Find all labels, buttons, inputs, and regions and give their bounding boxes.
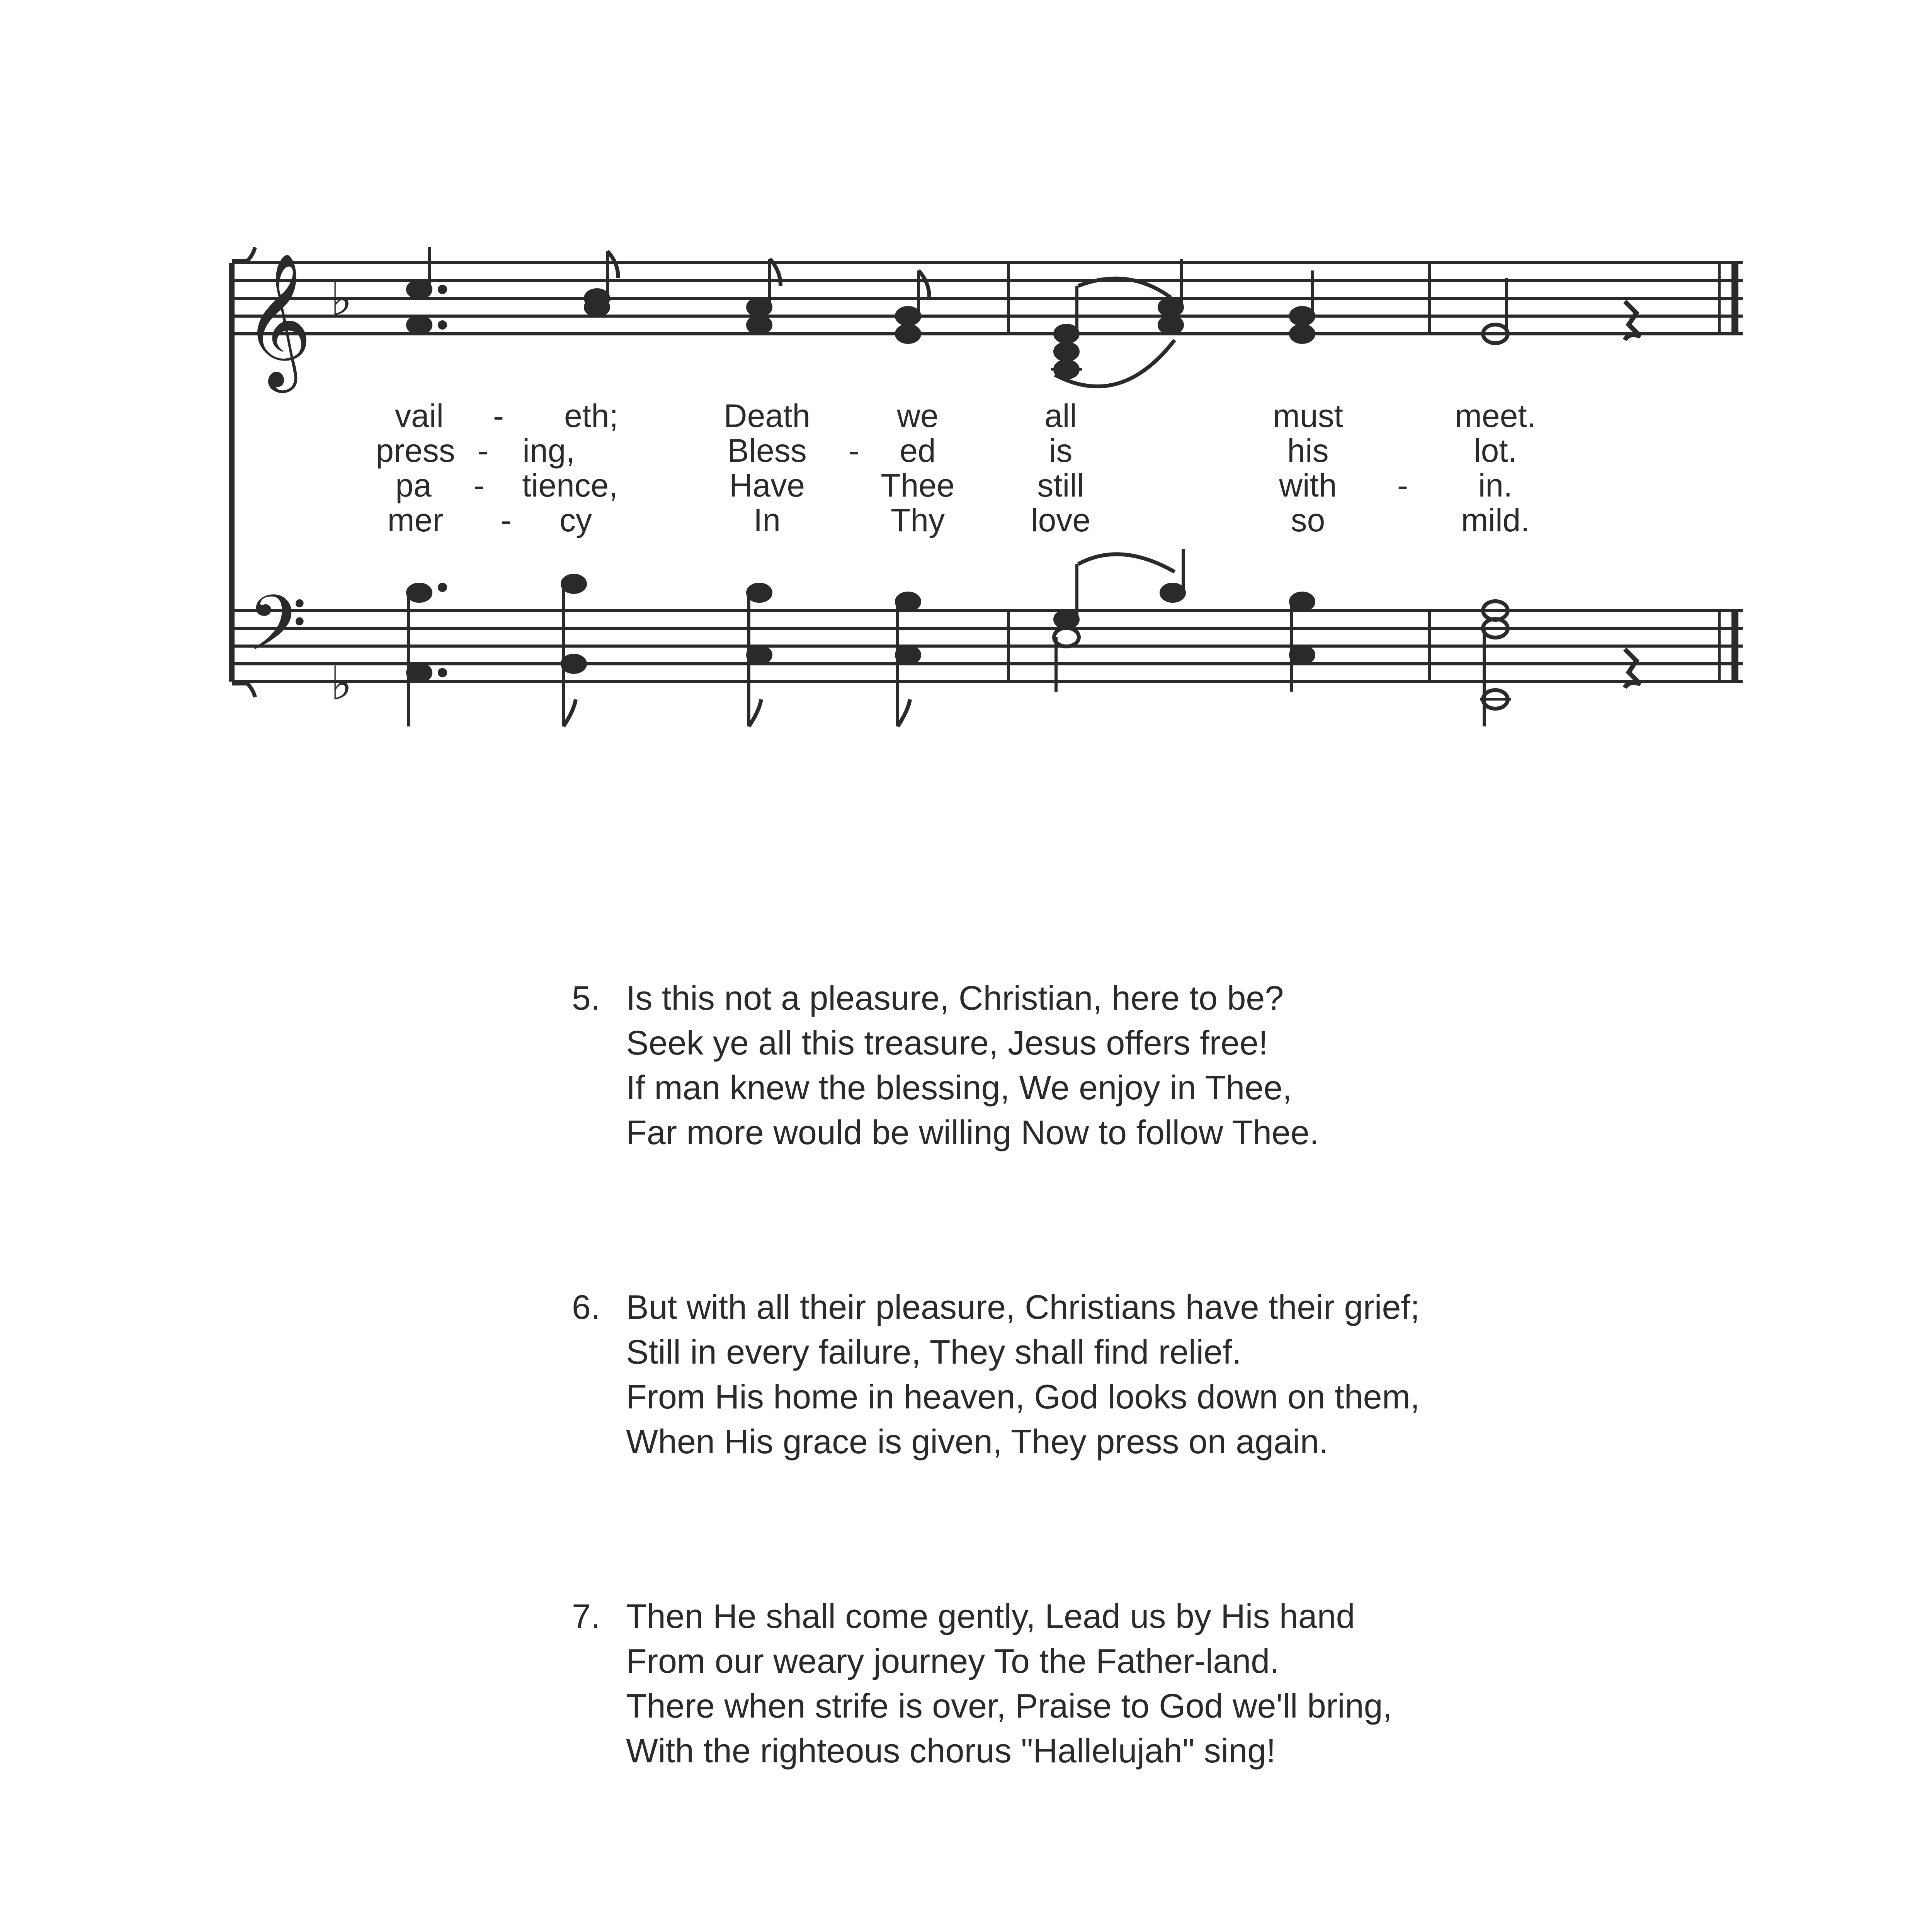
lyric-syllable: tience, xyxy=(522,467,618,503)
lyric-hyphen: - xyxy=(474,467,485,503)
lyric-syllable: we xyxy=(897,398,939,434)
verse-line: When His grace is given, They press on again. xyxy=(626,1422,1328,1461)
treble-clef-icon: 𝄞 xyxy=(243,252,312,387)
verse-line: From His home in heaven, God looks down on them, xyxy=(626,1378,1420,1416)
bass-notes xyxy=(408,549,1640,726)
verse-line: Seek ye all this treasure, Jesus offers free! xyxy=(626,1024,1268,1062)
lyric-syllable: his xyxy=(1287,432,1329,469)
lyric-syllable: Thy xyxy=(890,502,945,538)
lyric-syllable: so xyxy=(1291,502,1325,538)
lyric-syllable: mer xyxy=(387,502,444,538)
lyric-hyphen: - xyxy=(493,398,504,434)
lyric-syllable: press xyxy=(376,432,455,469)
lyric-hyphen: - xyxy=(501,502,512,538)
verse-line: Then He shall come gently, Lead us by His hand xyxy=(626,1597,1355,1635)
verse-line: With the righteous chorus "Hallelujah" sing! xyxy=(626,1731,1276,1770)
lyric-syllable: In xyxy=(753,502,781,538)
lyric-syllable: ed xyxy=(900,432,936,469)
verse-number: 6. xyxy=(572,1288,600,1326)
music-score xyxy=(0,0,1932,773)
lyric-syllable: in. xyxy=(1478,467,1513,503)
verse-number: 7. xyxy=(572,1597,600,1635)
lyric-syllable: Have xyxy=(729,467,805,503)
lyric-syllable: lot. xyxy=(1473,432,1517,469)
barlines xyxy=(1009,263,1735,682)
bass-staff xyxy=(232,611,1743,682)
lyric-syllable: love xyxy=(1031,502,1091,538)
verse-line: From our weary journey To the Father-land. xyxy=(626,1642,1279,1680)
lyric-syllable: still xyxy=(1037,467,1084,503)
bass-clef-icon: 𝄢 xyxy=(247,578,307,687)
verse-line: Is this not a pleasure, Christian, here to be? xyxy=(626,979,1284,1017)
lyric-syllable: meet. xyxy=(1454,398,1536,434)
lyric-syllable: ing, xyxy=(522,432,575,469)
lyric-hyphen: - xyxy=(1397,467,1408,503)
verse-line: But with all their pleasure, Christians have their grief; xyxy=(626,1288,1420,1326)
lyric-hyphen: - xyxy=(849,432,859,469)
flat-icon: ♭ xyxy=(330,272,352,326)
lyric-syllable: pa xyxy=(395,467,432,503)
flat-icon: ♭ xyxy=(330,657,352,711)
lyric-hyphen: - xyxy=(478,432,488,469)
lyric-syllable: vail xyxy=(395,398,444,434)
lyric-syllable: with xyxy=(1279,467,1337,503)
verse-number: 5. xyxy=(572,979,600,1017)
verse-line: If man knew the blessing, We enjoy in Thee, xyxy=(626,1068,1292,1107)
treble-staff xyxy=(232,263,1743,334)
lyric-syllable: Thee xyxy=(881,467,955,503)
verse-line: Still in every failure, They shall find relief. xyxy=(626,1333,1242,1371)
lyric-syllable: Death xyxy=(723,398,811,434)
lyric-syllable: Bless xyxy=(727,432,807,469)
lyric-syllable: all xyxy=(1044,398,1077,434)
lyric-syllable: mild. xyxy=(1461,502,1530,538)
verse-line: Far more would be willing Now to follow Thee. xyxy=(626,1113,1319,1151)
lyric-syllable: cy xyxy=(560,502,592,538)
lyric-syllable: is xyxy=(1049,432,1073,469)
lyric-syllable: must xyxy=(1272,398,1344,434)
lyric-syllable: eth; xyxy=(564,398,619,434)
verse-line: There when strife is over, Praise to God we'll bring, xyxy=(626,1687,1393,1725)
